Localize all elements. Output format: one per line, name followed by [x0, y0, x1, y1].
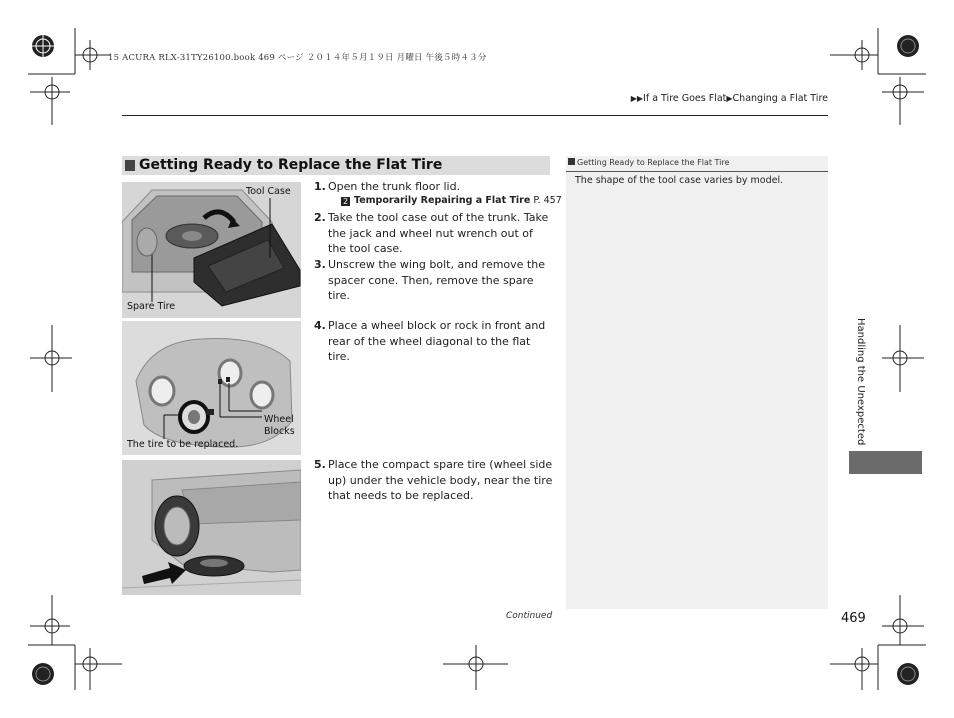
breadcrumb-item[interactable]: If a Tire Goes Flat — [643, 93, 727, 104]
sidebar-note-header — [566, 156, 828, 172]
label-tool-case: Tool Case — [246, 186, 291, 197]
label-tire-to-replace: The tire to be replaced. — [127, 439, 239, 450]
sidebar-note — [566, 156, 828, 609]
breadcrumb-item[interactable]: Changing a Flat Tire — [732, 93, 828, 104]
label-spare-tire: Spare Tire — [127, 301, 176, 312]
figure-wheel-blocks — [122, 321, 301, 455]
xref-title[interactable]: Temporarily Repairing a Flat Tire — [354, 195, 531, 206]
step-number: 5. — [314, 458, 326, 471]
reference-arrow-icon: 2 — [342, 197, 349, 206]
step-number: 1. — [314, 180, 326, 193]
sidebar-note-body: The shape of the tool case varies by model. — [575, 175, 784, 186]
continued-label: Continued — [506, 611, 553, 621]
xref-page: P. 457 — [530, 195, 562, 206]
step-text: Unscrew the wing bolt, and remove the spacer cone. Then, remove the spare tire. — [328, 258, 545, 302]
label-wheel-blocks-line1: Wheel — [264, 414, 294, 425]
breadcrumb — [631, 93, 828, 104]
section-square-icon — [125, 160, 135, 171]
step-number: 2. — [314, 211, 326, 224]
step-text: Open the trunk floor lid. — [328, 180, 461, 193]
breadcrumb-separator-icon: ▶ — [726, 94, 733, 103]
chapter-tab-label[interactable] — [852, 318, 866, 448]
section-heading — [122, 156, 550, 175]
header-divider — [122, 115, 828, 116]
figure-trunk-tool-case — [122, 182, 301, 318]
step-number: 4. — [314, 319, 326, 332]
chapter-tab-marker[interactable] — [849, 451, 922, 474]
cross-reference-link[interactable] — [341, 195, 562, 206]
reference-arrow-icon — [568, 158, 575, 165]
step-number: 3. — [314, 258, 326, 271]
print-header: 15 ACURA RLX-31TY26100.book 469 ページ ２０１４年５月１９日 月曜日 午後５時４３分 — [108, 53, 487, 63]
car-spare-illustration-icon — [122, 460, 301, 595]
section-title: Getting Ready to Replace the Flat Tire — [139, 157, 443, 173]
figure-spare-under-car — [122, 460, 301, 595]
breadcrumb-arrow-icon: ▶▶ — [630, 94, 644, 103]
trunk-illustration-icon — [122, 182, 301, 318]
page-number: 469 — [841, 611, 866, 626]
step-text: Take the tool case out of the trunk. Take the jack and wheel nut wrench out of the tool case. — [328, 211, 549, 255]
sidebar-note-title: Getting Ready to Replace the Flat Tire — [577, 158, 730, 167]
step-text: Place the compact spare tire (wheel side up) under the vehicle body, near the tire that needs to be replaced. — [328, 458, 553, 502]
step-text: Place a wheel block or rock in front and rear of the wheel diagonal to the flat tire. — [328, 319, 546, 363]
label-wheel-blocks-line2: Blocks — [264, 426, 295, 437]
chapter-tab-text: Handling the Unexpected — [855, 318, 866, 446]
